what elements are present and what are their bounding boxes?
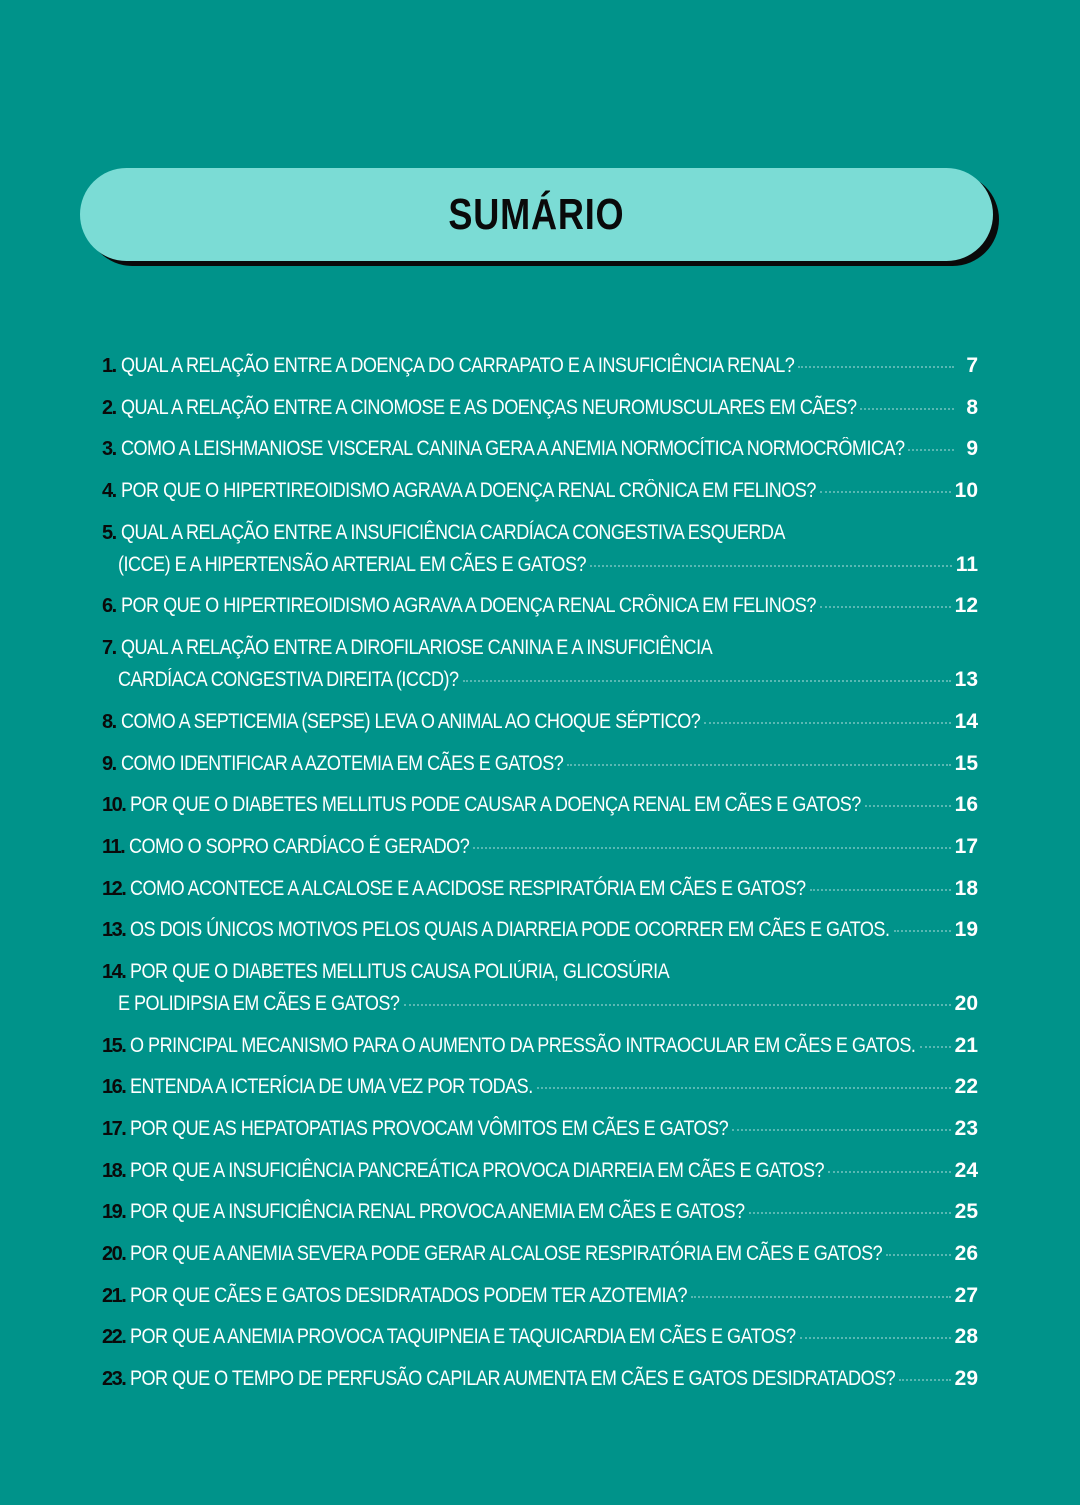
toc-entry-number: 13. [102, 919, 126, 942]
toc-entry-line [102, 748, 978, 780]
toc-page-number: 24 [954, 1158, 978, 1182]
toc-entry-line [102, 475, 978, 507]
toc-entry-line [102, 1071, 978, 1103]
toc-entry-line [102, 706, 978, 738]
toc-entry-number: 23. [102, 1368, 126, 1391]
toc-entry-number: 15. [102, 1034, 126, 1057]
toc-dot-leader [920, 1045, 951, 1048]
toc-entry[interactable] [102, 1030, 978, 1062]
toc-entry[interactable] [102, 350, 978, 382]
toc-entry-number: 1. [102, 355, 116, 377]
toc-entry-line [102, 590, 978, 622]
toc-entry-line [102, 831, 978, 863]
toc-dot-leader [473, 846, 950, 849]
toc-entry-title: (ICCE) E A HIPERTENSÃO ARTERIAL EM CÃES E GATOS? [118, 552, 587, 576]
toc-dot-leader [704, 721, 951, 724]
toc-entry-number: 9. [102, 752, 116, 775]
toc-entry-line [102, 914, 978, 946]
toc-entry-line [102, 392, 978, 424]
toc-entry-title: POR QUE CÃES E GATOS DESIDRATADOS PODEM TER AZOTEMIA? [130, 1283, 688, 1307]
toc-page-number: 16 [954, 793, 978, 817]
toc-entry[interactable] [102, 706, 978, 738]
toc-entry[interactable] [102, 1363, 978, 1395]
toc-dot-leader [810, 888, 951, 891]
toc-page-number: 17 [954, 834, 978, 858]
toc-entry-line [102, 1238, 978, 1270]
toc-entry-title: POR QUE O DIABETES MELLITUS CAUSA POLIÚRIA, GLICOSÚRIA [130, 959, 670, 983]
toc-page-number: 20 [954, 991, 978, 1015]
toc-entry-title: CARDÍACA CONGESTIVA DIREITA (ICCD)? [118, 668, 459, 692]
toc-entry-number: 12. [102, 877, 126, 900]
toc-dot-leader [800, 1336, 951, 1339]
toc-entry-number: 3. [102, 438, 116, 461]
toc-entry-title: POR QUE O HIPERTIREOIDISMO AGRAVA A DOENÇA RENAL CRÔNICA EM FELINOS? [120, 479, 816, 503]
toc-entry-line [102, 664, 978, 696]
toc-entry-line [102, 350, 978, 382]
toc-page-number: 10 [954, 479, 978, 503]
toc-page-number: 9 [966, 437, 978, 461]
toc-entry-number: 10. [102, 794, 126, 817]
toc-dot-leader [860, 407, 954, 410]
toc-page-number: 7 [966, 354, 978, 377]
toc-entry-title: QUAL A RELAÇÃO ENTRE A INSUFICIÊNCIA CARDÍACA CONGESTIVA ESQUERDA [120, 520, 785, 544]
toc-entry[interactable] [102, 1196, 978, 1228]
table-of-contents [102, 350, 978, 1405]
toc-entry-line [102, 433, 978, 465]
toc-entry-number: 8. [102, 710, 116, 733]
toc-entry-title: POR QUE AS HEPATOPATIAS PROVOCAM VÔMITOS EM CÃES E GATOS? [130, 1117, 729, 1140]
toc-entry-number: 20. [102, 1243, 126, 1266]
toc-entry[interactable] [102, 748, 978, 780]
toc-entry[interactable] [102, 475, 978, 507]
toc-dot-leader [820, 490, 951, 493]
toc-entry-title: COMO IDENTIFICAR A AZOTEMIA EM CÃES E GATOS? [120, 751, 563, 775]
toc-page-number: 28 [954, 1325, 978, 1349]
toc-entry-line [102, 1155, 978, 1187]
toc-entry-line [102, 873, 978, 905]
toc-dot-leader [886, 1253, 950, 1256]
toc-entry-title: COMO A LEISHMANIOSE VISCERAL CANINA GERA A ANEMIA NORMOCÍTICA NORMOCRÔMICA? [120, 437, 905, 461]
toc-entry-line [102, 789, 978, 821]
toc-dot-leader [798, 365, 954, 368]
toc-dot-leader [894, 929, 951, 932]
toc-entry-title: POR QUE O HIPERTIREOIDISMO AGRAVA A DOENÇA RENAL CRÔNICA EM FELINOS? [120, 594, 816, 618]
toc-entry-title: COMO O SOPRO CARDÍACO É GERADO? [129, 834, 470, 858]
toc-entry-line [102, 517, 978, 549]
toc-entry-number: 2. [102, 396, 116, 419]
toc-dot-leader [567, 763, 951, 766]
toc-entry-title: ENTENDA A ICTERÍCIA DE UMA VEZ POR TODAS. [130, 1075, 534, 1099]
toc-entry[interactable] [102, 789, 978, 821]
toc-page-number: 13 [954, 668, 978, 692]
toc-dot-leader [908, 448, 954, 451]
toc-page-number: 12 [954, 594, 978, 618]
toc-entry-number: 7. [102, 637, 116, 660]
toc-entry-line [102, 1321, 978, 1353]
toc-entry-line [102, 1363, 978, 1395]
toc-entry-line [102, 988, 978, 1020]
toc-entry[interactable] [102, 517, 978, 581]
toc-dot-leader [590, 564, 952, 567]
toc-dot-leader [820, 605, 951, 608]
toc-entry-number: 22. [102, 1326, 126, 1349]
toc-entry[interactable] [102, 914, 978, 946]
toc-page-number: 25 [954, 1200, 978, 1224]
toc-entry-line [102, 956, 978, 988]
toc-page-number: 15 [954, 751, 978, 775]
toc-entry-number: 18. [102, 1159, 126, 1182]
toc-entry[interactable] [102, 873, 978, 905]
toc-entry-line [102, 1280, 978, 1312]
toc-dot-leader [404, 1003, 951, 1006]
toc-entry-title: POR QUE A ANEMIA SEVERA PODE GERAR ALCALOSE RESPIRATÓRIA EM CÃES E GATOS? [130, 1242, 883, 1266]
toc-page-number: 11 [955, 552, 978, 576]
toc-entry-number: 14. [102, 960, 126, 983]
toc-page-number: 29 [954, 1367, 978, 1391]
toc-entry[interactable] [102, 433, 978, 465]
toc-entry-line [102, 1030, 978, 1062]
toc-dot-leader [732, 1128, 950, 1131]
toc-entry-line [102, 1113, 978, 1145]
toc-page-number: 19 [954, 918, 978, 942]
toc-dot-leader [749, 1211, 951, 1214]
toc-dot-leader [463, 679, 951, 682]
toc-entry-number: 5. [102, 521, 116, 544]
toc-entry-number: 6. [102, 595, 116, 618]
toc-page-number: 18 [954, 876, 978, 900]
toc-entry-title: POR QUE O TEMPO DE PERFUSÃO CAPILAR AUMENTA EM CÃES E GATOS DESIDRATADOS? [130, 1367, 896, 1391]
toc-entry-title: POR QUE A ANEMIA PROVOCA TAQUIPNEIA E TAQUICARDIA EM CÃES E GATOS? [130, 1325, 796, 1349]
toc-page-number: 14 [954, 709, 978, 733]
toc-entry[interactable] [102, 1280, 978, 1312]
toc-entry-number: 16. [102, 1076, 126, 1099]
toc-entry-title: POR QUE A INSUFICIÊNCIA RENAL PROVOCA ANEMIA EM CÃES E GATOS? [130, 1200, 745, 1224]
toc-entry-line [102, 632, 978, 664]
toc-entry[interactable] [102, 1238, 978, 1270]
toc-entry[interactable] [102, 590, 978, 622]
toc-page-number: 23 [954, 1117, 978, 1140]
toc-entry-title: POR QUE A INSUFICIÊNCIA PANCREÁTICA PROVOCA DIARREIA EM CÃES E GATOS? [130, 1158, 825, 1182]
toc-entry-number: 21. [102, 1284, 126, 1307]
toc-page-number: 8 [966, 395, 978, 419]
toc-entry[interactable] [102, 831, 978, 863]
page-title: SUMÁRIO [448, 189, 625, 239]
toc-dot-leader [828, 1170, 950, 1173]
toc-dot-leader [691, 1295, 950, 1298]
toc-page-number: 26 [954, 1242, 978, 1266]
toc-entry-number: 11. [102, 835, 125, 858]
toc-page-number: 21 [954, 1033, 978, 1057]
toc-dot-leader [537, 1086, 951, 1089]
toc-entry[interactable] [102, 1113, 978, 1145]
toc-entry[interactable] [102, 1321, 978, 1353]
toc-entry-number: 19. [102, 1201, 126, 1224]
toc-entry-title: QUAL A RELAÇÃO ENTRE A DOENÇA DO CARRAPATO E A INSUFICIÊNCIA RENAL? [120, 354, 795, 377]
toc-entry[interactable] [102, 632, 978, 696]
toc-entry-number: 4. [102, 480, 116, 503]
toc-page-number: 27 [954, 1283, 978, 1307]
toc-entry-title: COMO ACONTECE A ALCALOSE E A ACIDOSE RESPIRATÓRIA EM CÃES E GATOS? [130, 876, 806, 900]
toc-entry-title: QUAL A RELAÇÃO ENTRE A CINOMOSE E AS DOENÇAS NEUROMUSCULARES EM CÃES? [120, 395, 857, 419]
toc-entry-title: QUAL A RELAÇÃO ENTRE A DIROFILARIOSE CANINA E A INSUFICIÊNCIA [120, 636, 712, 660]
toc-entry[interactable] [102, 1071, 978, 1103]
toc-entry-line [102, 549, 978, 581]
toc-entry-title: OS DOIS ÚNICOS MOTIVOS PELOS QUAIS A DIARREIA PODE OCORRER EM CÃES E GATOS. [130, 918, 890, 942]
toc-entry-title: O PRINCIPAL MECANISMO PARA O AUMENTO DA PRESSÃO INTRAOCULAR EM CÃES E GATOS. [130, 1033, 916, 1057]
toc-dot-leader [865, 804, 951, 807]
toc-entry[interactable] [102, 392, 978, 424]
toc-entry[interactable] [102, 1155, 978, 1187]
toc-entry-title: E POLIDIPSIA EM CÃES E GATOS? [118, 991, 400, 1015]
toc-entry-title: POR QUE O DIABETES MELLITUS PODE CAUSAR A DOENÇA RENAL EM CÃES E GATOS? [130, 793, 862, 817]
toc-entry-title: COMO A SEPTICEMIA (SEPSE) LEVA O ANIMAL AO CHOQUE SÉPTICO? [120, 709, 700, 733]
toc-entry-line [102, 1196, 978, 1228]
title-banner [80, 168, 993, 261]
toc-dot-leader [899, 1378, 950, 1381]
toc-entry[interactable] [102, 956, 978, 1020]
toc-entry-number: 17. [102, 1118, 126, 1140]
toc-page-number: 22 [954, 1075, 978, 1099]
